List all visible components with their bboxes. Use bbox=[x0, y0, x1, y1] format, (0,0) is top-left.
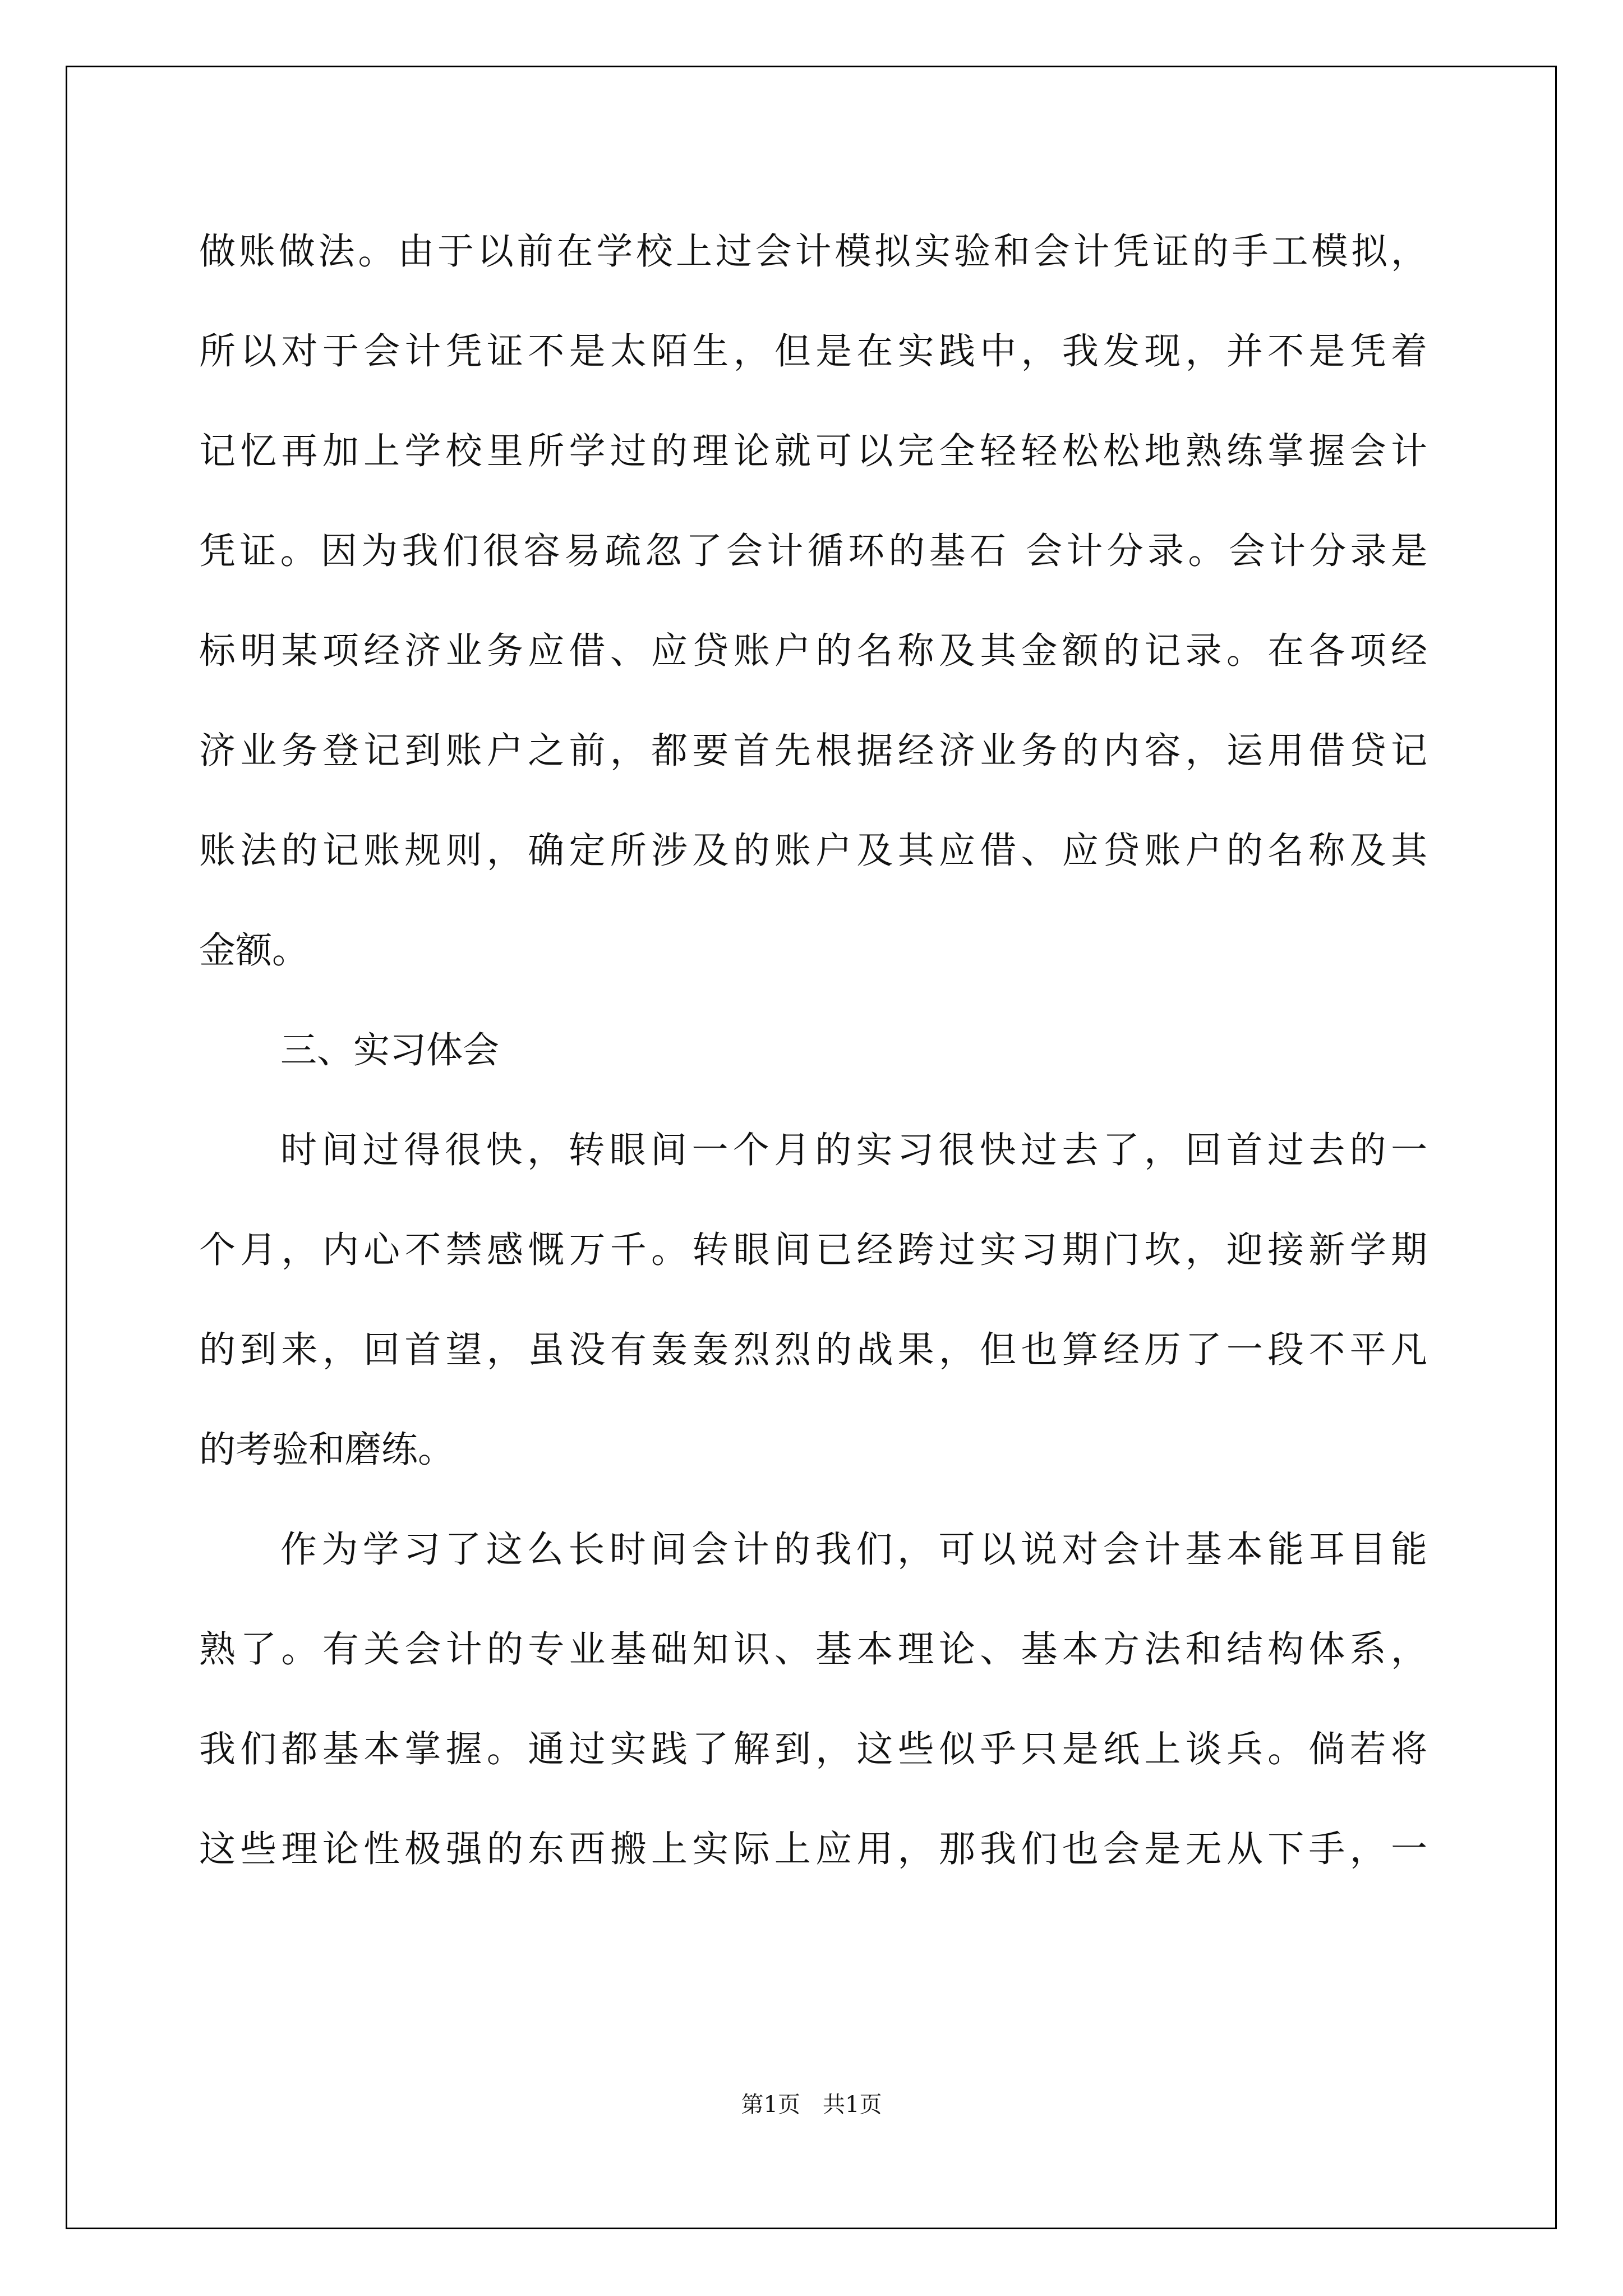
text-line: 标明某项经济业务应借、应贷账户的名称及其金额的记录。在各项经 bbox=[199, 630, 1427, 672]
text-line: 记忆再加上学校里所学过的理论就可以完全轻轻松松地熟练掌握会计 bbox=[199, 430, 1427, 472]
page-footer: 第1页 共1页 bbox=[741, 2092, 882, 2118]
document-body bbox=[199, 202, 1427, 1899]
text-line: 的考验和磨练。 bbox=[199, 1429, 455, 1471]
text-line: 的到来，回首望，虽没有轰轰烈烈的战果，但也算经历了一段不平凡 bbox=[199, 1329, 1427, 1371]
text-line: 这些理论性极强的东西搬上实际上应用，那我们也会是无从下手，一 bbox=[199, 1828, 1427, 1870]
text-line: 所以对于会计凭证不是太陌生，但是在实践中，我发现，并不是凭着 bbox=[199, 330, 1427, 372]
text-line: 时间过得很快，转眼间一个月的实习很快过去了，回首过去的一 bbox=[280, 1129, 1427, 1171]
text-line: 我们都基本掌握。通过实践了解到，这些似乎只是纸上谈兵。倘若将 bbox=[199, 1728, 1427, 1770]
text-line: 账法的记账规则，确定所涉及的账户及其应借、应贷账户的名称及其 bbox=[199, 830, 1427, 872]
text-line: 做账做法。由于以前在学校上过会计模拟实验和会计凭证的手工模拟， bbox=[199, 231, 1427, 273]
section-heading: 三、实习体会 bbox=[280, 1029, 500, 1071]
text-line: 熟了。有关会计的专业基础知识、基本理论、基本方法和结构体系， bbox=[199, 1628, 1427, 1671]
text-line: 凭证。因为我们很容易疏忽了会计循环的基石 会计分录。会计分录是 bbox=[199, 530, 1427, 572]
text-line: 作为学习了这么长时间会计的我们，可以说对会计基本能耳目能 bbox=[280, 1529, 1427, 1571]
text-line: 个月，内心不禁感慨万千。转眼间已经跨过实习期门坎，迎接新学期 bbox=[199, 1229, 1427, 1271]
text-line: 金额。 bbox=[199, 930, 309, 972]
text-line: 济业务登记到账户之前，都要首先根据经济业务的内容，运用借贷记 bbox=[199, 730, 1427, 772]
